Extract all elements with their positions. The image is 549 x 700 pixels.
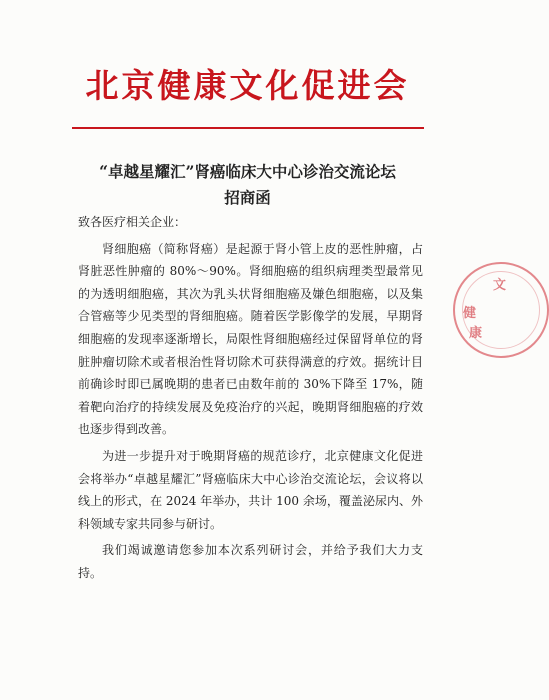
document-subtitle: 招商函 — [224, 188, 271, 207]
seal-char: 文 — [493, 278, 507, 293]
official-seal-stamp — [453, 262, 549, 358]
paragraph-intro: 肾细胞癌（简称肾癌）是起源于肾小管上皮的恶性肿瘤，占肾脏恶性肿瘤的 80%～90%。肾细胞癌的组织病理类型最常见的为透明细胞癌，其次为乳头状肾细胞癌及嫌色细胞癌，以及集合管癌等少见类型的肾细胞癌。随着医学影像学的发展，早期肾细胞癌的发现率逐渐增长，局限性肾细胞癌经过保留肾单位的肾脏肿瘤切除术或者根治性肾切除术可获得满意的疗效。据统计目前确诊时即已属晚期的患者已由数年前的 30%下降至 17%，随着靶向治疗的持续发展及免疫治疗的兴起，晚期肾细胞癌的疗效也逐步得到改善。 — [78, 241, 423, 437]
document-title: “卓越星耀汇”肾癌临床大中心诊治交流论坛 — [99, 162, 396, 181]
paragraph-invitation: 我们竭诚邀请您参加本次系列研讨会，并给予我们大力支持。 — [78, 543, 423, 580]
seal-char: 康 — [469, 326, 483, 341]
letter-body — [78, 211, 423, 589]
letterhead-org-name: 北京健康文化促进会 — [85, 66, 410, 105]
letterhead-divider — [72, 127, 424, 129]
seal-char: 健 — [463, 306, 477, 321]
paragraph-event: 为进一步提升对于晚期肾癌的规范诊疗，北京健康文化促进会将举办“卓越星耀汇”肾癌临床大中心诊治交流论坛，会议将以线上的形式，在 2024 年举办，共计 100 余场，覆盖泌尿内、外科领域专家共同参与研讨。 — [78, 448, 423, 531]
salutation: 致各医疗相关企业： — [78, 215, 187, 229]
